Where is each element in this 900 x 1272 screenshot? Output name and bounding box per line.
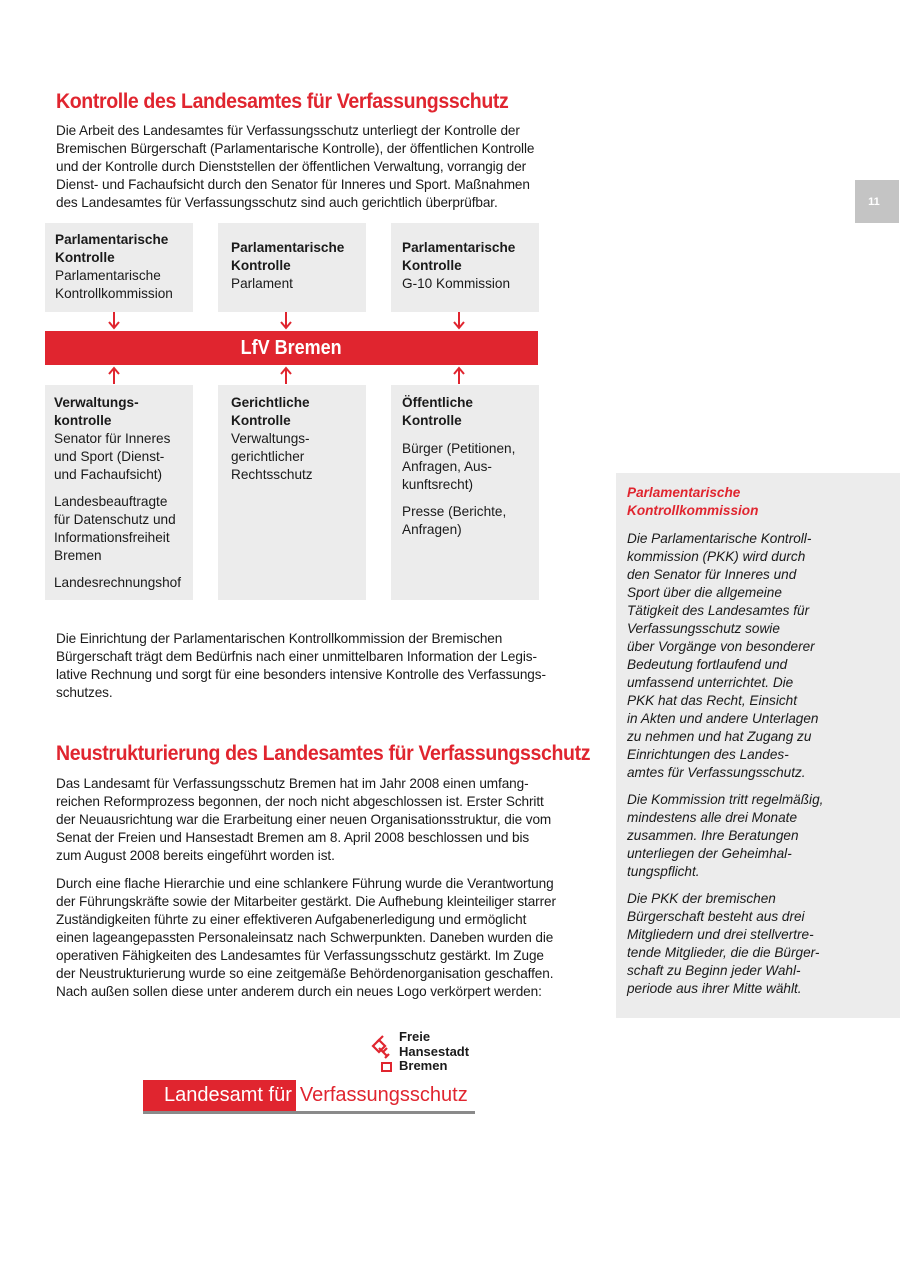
sidebar-title: Parlamentarische Kontrollkommission [627,485,759,518]
box-title: Gerichtliche Kontrolle [231,395,310,428]
sidebar-paragraph: Die Kommission tritt regelmäßig, mindestens alle drei Monate zusammen. Ihre Beratungen unterliegen der Geheimhal- tungspflicht. [627,792,824,879]
box-line: Parlament [231,276,293,291]
box-gerichtliche-kontrolle [218,385,366,600]
arrow-up-icon [108,366,120,384]
arrow-up-icon [453,366,465,384]
sidebar-pkk [616,473,900,1018]
box-line: Landesrechnungshof [54,575,181,590]
box-title: Parlamentarische Kontrolle [55,232,169,265]
box-parlamentarische-kontrolle-1 [45,223,193,312]
box-line: G-10 Kommission [402,276,511,291]
page-number: 11 [868,195,880,208]
arrow-down-icon [453,312,465,330]
logo-band-right: Verfassungsschutz [299,1084,468,1106]
box-title: Verwaltungs- kontrolle [54,395,139,428]
box-title: Parlamentarische Kontrolle [402,240,516,273]
box-line: Landesbeauftragte für Datenschutz und Informationsfreiheit Bremen [54,494,176,563]
page-number-tab [855,180,899,223]
reform-paragraph-1: Das Landesamt für Verfassungsschutz Bremen hat im Jahr 2008 einen umfang- reichen Reformprozess begonnen, der noch nicht abgeschlossen ist. Erster Schritt der Neuausrichtung war die Erarbeitung einer neuen Organisationsstruktur, die vom Senat der Freien und Hansestadt Bremen am 8. April 2008 beschlossen und bis zum August 2008 bereits eingeführt worden ist. [56,776,552,863]
section-title-neustrukturierung: Neustrukturierung des Landesamtes für Verfassungsschutz [56,742,591,765]
arrow-up-icon [280,366,292,384]
arrow-down-icon [108,312,120,330]
logo-band-left: Landesamt für [143,1080,296,1111]
box-title: Parlamentarische Kontrolle [231,240,345,273]
box-verwaltungskontrolle [45,385,193,600]
box-line: Presse (Berichte, Anfragen) [402,504,507,537]
lfv-logo [143,1030,475,1120]
box-oeffentliche-kontrolle [391,385,539,600]
sidebar-paragraph: Die PKK der bremischen Bürgerschaft besteht aus drei Mitgliedern und drei stellvertre- tende Mitglieder, die die Bürger- schaft zu Beginn jeder Wahl- periode aus ihrer Mitte wählt. [627,891,820,996]
box-line: Bürger (Petitionen, Anfragen, Aus- kunftsrecht) [402,441,516,492]
section-intro-paragraph: Die Arbeit des Landesamtes für Verfassungsschutz unterliegt der Kontrolle der Bremischen Bürgerschaft (Parlamentarische Kontrolle), der öffentlichen Kontrolle und der Kontrolle durch Dienststellen der öffentlichen Verwaltung, vorrangig der Dienst- und Fachaufsicht durch den Senator für Inneres und Sport. Maßnahmen des Landesamtes für Verfassungsschutz sind auch gerichtlich überprüfbar. [56,123,535,210]
lfv-bremen-label: LfV Bremen [240,336,343,359]
box-line: Parlamentarische Kontrollkommission [55,268,173,301]
box-parlamentarische-kontrolle-2 [218,223,366,312]
box-line: Verwaltungs- gerichtlicher Rechtsschutz [231,431,313,482]
lfv-bremen-bar [45,331,538,365]
box-line: Senator für Inneres und Sport (Dienst- und Fachaufsicht) [54,431,171,482]
section-title-kontrolle: Kontrolle des Landesamtes für Verfassungsschutz [56,90,509,113]
box-parlamentarische-kontrolle-3 [391,223,539,312]
box-title: Öffentliche Kontrolle [402,395,473,428]
arrow-down-icon [280,312,292,330]
reform-paragraph-2: Durch eine flache Hierarchie und eine schlankere Führung wurde die Verantwortung der Führungskräfte sowie der Mitarbeiter gestärkt. Die Aufhebung kleinteiliger starrer Zuständigkeiten führte zu einer effektiveren Aufgabenerledigung und ermöglicht einen lageangepassten Personaleinsatz nach Schwerpunkten. Daneben wurden die operativen Fähigkeiten des Landesamtes für Verfassungsschutz gestärkt. Im Zuge der Neustrukturierung wurde so eine zeitgemäße Behördenorganisation geschaffen. Nach außen sollen diese unter anderem durch ein neues Logo verkörpert werden: [56,876,556,999]
sidebar-paragraph: Die Parlamentarische Kontroll- kommission (PKK) wird durch den Senator für Inneres und Sport über die allgemeine Tätigkeit des Landesamtes für Verfassungsschutz sowie über Vorgänge von besonderer Bedeutung fortlaufend und umfassend unterrichtet. Die PKK hat das Recht, Einsicht in Akten und andere Unterlagen zu nehmen und hat Zugang zu Einrichtungen des Landes- amtes für Verfassungsschutz. [627,531,819,780]
logo-city-name: Freie Hansestadt Bremen [399,1029,470,1073]
pkk-paragraph: Die Einrichtung der Parlamentarischen Kontrollkommission der Bremischen Bürgerschaft trägt dem Bedürfnis nach einer unmittelbaren Information der Legis- lative Rechnung und sorgt für eine besonders intensive Kontrolle des Verfassungs- schutzes. [56,631,546,700]
bremen-key-emblem-icon [369,1032,395,1072]
logo-band [143,1080,475,1114]
